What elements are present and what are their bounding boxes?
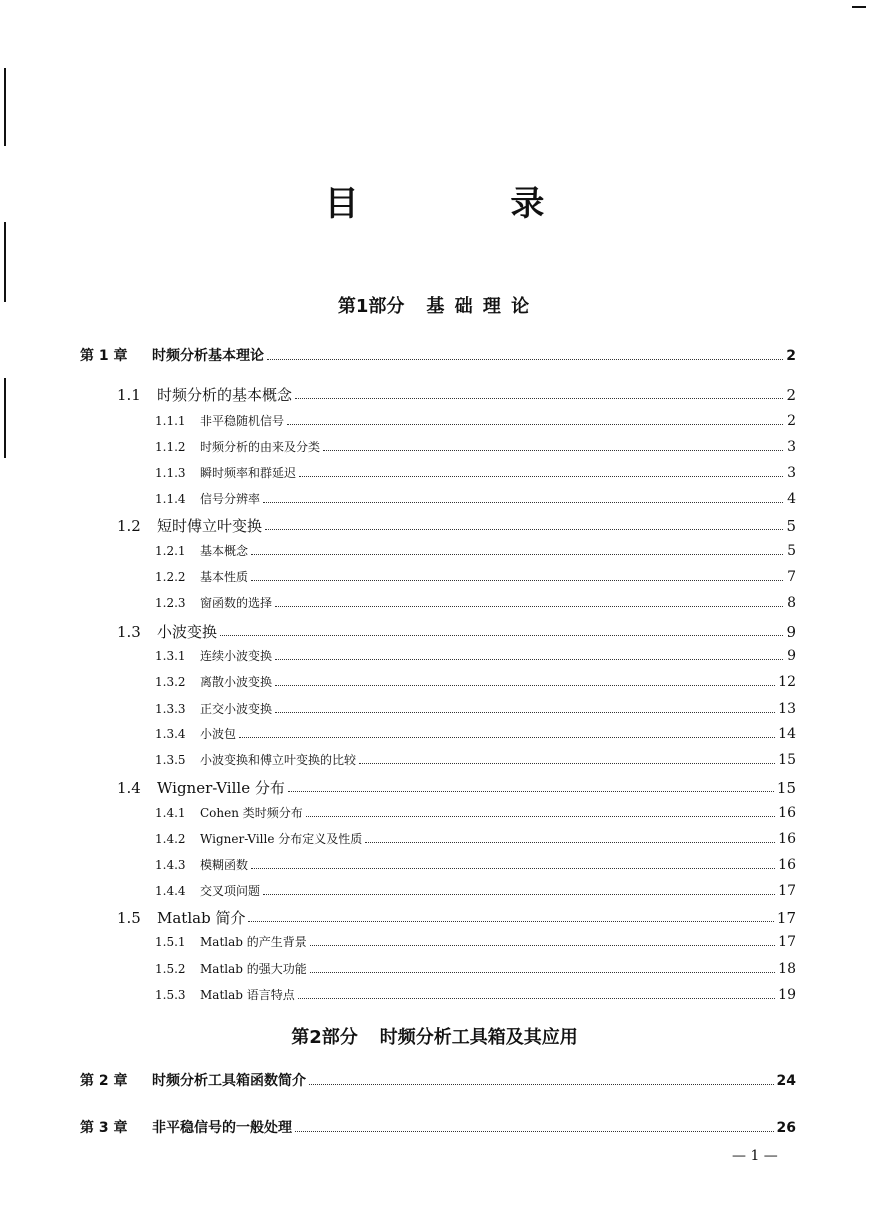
toc-title: 非平稳信号的一般处理 xyxy=(152,1120,292,1136)
scan-edge-mark xyxy=(852,6,866,8)
toc-title: 交叉项问题 xyxy=(200,884,261,898)
toc-page-number: 5 xyxy=(787,543,796,559)
toc-title: 小波包 xyxy=(200,727,237,741)
toc-leader-dots xyxy=(275,659,783,660)
toc-page-number: 5 xyxy=(786,517,796,535)
toc-number: 1.2.3 xyxy=(155,596,186,610)
toc-title: Matlab 简介 xyxy=(157,909,246,927)
toc-entry-sub xyxy=(155,542,796,559)
toc-page-number: 4 xyxy=(787,491,796,507)
toc-entry-sub xyxy=(155,933,796,950)
toc-number: 1.5.1 xyxy=(155,935,186,949)
toc-page-number: 13 xyxy=(778,701,796,717)
toc-entry-sub xyxy=(155,804,796,821)
toc-number: 1.5 xyxy=(117,909,141,927)
toc-entry-chapter xyxy=(80,1117,796,1137)
toc-number: 1.2 xyxy=(117,517,141,535)
page-title: 目 录 xyxy=(324,184,615,224)
toc-leader-dots xyxy=(263,502,783,503)
toc-leader-dots xyxy=(298,998,775,999)
toc-title: Matlab 语言特点 xyxy=(200,988,295,1002)
toc-page-number: 18 xyxy=(778,961,796,977)
toc-title: Wigner-Ville 分布定义及性质 xyxy=(200,832,363,846)
toc-title: 连续小波变换 xyxy=(200,649,273,663)
toc-page-number: 2 xyxy=(787,413,796,429)
toc-number: 1.3.2 xyxy=(155,675,186,689)
toc-page-number: 16 xyxy=(778,857,796,873)
toc-number: 1.4.4 xyxy=(155,884,186,898)
toc-title: 窗函数的选择 xyxy=(200,596,273,610)
toc-entry-sub xyxy=(155,568,796,585)
toc-leader-dots xyxy=(248,921,773,922)
part-name: 时频分析工具箱及其应用 xyxy=(379,1027,578,1048)
toc-page-number: 24 xyxy=(776,1073,796,1089)
toc-page-number: 16 xyxy=(778,831,796,847)
toc-page-number: 9 xyxy=(787,648,796,664)
toc-leader-dots xyxy=(275,606,783,607)
toc-page-number: 3 xyxy=(787,465,796,481)
toc-title: Wigner-Ville 分布 xyxy=(157,779,285,797)
toc-page-number: 16 xyxy=(778,805,796,821)
toc-number: 第 2 章 xyxy=(80,1073,128,1089)
toc-leader-dots xyxy=(310,972,775,973)
toc-entry-sub xyxy=(155,464,796,481)
toc-number: 1.4.2 xyxy=(155,832,186,846)
toc-page-number: 19 xyxy=(778,987,796,1003)
toc-page-number: 9 xyxy=(786,623,796,641)
toc-number: 1.5.2 xyxy=(155,962,186,976)
toc-title: 时频分析工具箱函数简介 xyxy=(152,1073,306,1089)
toc-entry-sub xyxy=(155,856,796,873)
toc-leader-dots xyxy=(251,554,783,555)
toc-leader-dots xyxy=(287,424,783,425)
page-number: — 1 — xyxy=(732,1148,778,1164)
toc-title: 模糊函数 xyxy=(200,858,249,872)
toc-leader-dots xyxy=(295,1131,774,1132)
toc-entry-sub xyxy=(155,986,796,1003)
toc-title: 离散小波变换 xyxy=(200,675,273,689)
toc-entry-section xyxy=(117,384,796,405)
toc-number: 1.1.2 xyxy=(155,440,186,454)
toc-number: 1.2.1 xyxy=(155,544,186,558)
toc-title: 时频分析的基本概念 xyxy=(157,386,293,404)
toc-number: 1.1.4 xyxy=(155,492,186,506)
toc-title: Matlab 的强大功能 xyxy=(200,962,307,976)
toc-page-number: 3 xyxy=(787,439,796,455)
toc-page-number: 7 xyxy=(787,569,796,585)
toc-number: 1.5.3 xyxy=(155,988,186,1002)
toc-entry-sub xyxy=(155,438,796,455)
toc-title: 信号分辨率 xyxy=(200,492,261,506)
toc-entry-chapter xyxy=(80,345,796,365)
toc-leader-dots xyxy=(359,763,775,764)
toc-entry-section xyxy=(117,777,796,798)
toc-entry-sub xyxy=(155,594,796,611)
toc-entry-chapter xyxy=(80,1070,796,1090)
toc-leader-dots xyxy=(239,737,775,738)
toc-leader-dots xyxy=(288,791,774,792)
toc-title: 非平稳随机信号 xyxy=(200,414,285,428)
toc-number: 1.1.3 xyxy=(155,466,186,480)
toc-title: 时频分析基本理论 xyxy=(152,348,264,364)
toc-page-number: 8 xyxy=(787,595,796,611)
toc-number: 1.2.2 xyxy=(155,570,186,584)
scan-edge-mark xyxy=(4,68,6,146)
part-label: 第2部分 xyxy=(291,1027,358,1048)
toc-title: Matlab 的产生背景 xyxy=(200,935,307,949)
toc-entry-sub xyxy=(155,647,796,664)
toc-page-number: 17 xyxy=(778,883,796,899)
toc-number: 1.3.1 xyxy=(155,649,186,663)
toc-leader-dots xyxy=(263,894,775,895)
scan-edge-mark xyxy=(4,222,6,302)
toc-leader-dots xyxy=(295,398,783,399)
toc-leader-dots xyxy=(275,712,775,713)
toc-number: 第 3 章 xyxy=(80,1120,128,1136)
toc-number: 第 1 章 xyxy=(80,348,128,364)
toc-page-number: 12 xyxy=(778,674,796,690)
part-heading xyxy=(0,1023,869,1049)
toc-title: 基本概念 xyxy=(200,544,249,558)
toc-leader-dots xyxy=(323,450,783,451)
toc-number: 1.3.5 xyxy=(155,753,186,767)
toc-page-number: 15 xyxy=(778,752,796,768)
toc-title: 小波变换 xyxy=(157,623,218,641)
toc-number: 1.1.1 xyxy=(155,414,186,428)
toc-entry-section xyxy=(117,907,796,928)
toc-page-number: 14 xyxy=(778,726,796,742)
toc-number: 1.4.1 xyxy=(155,806,186,820)
toc-leader-dots xyxy=(365,842,775,843)
toc-leader-dots xyxy=(309,1084,774,1085)
toc-title: 时频分析的由来及分类 xyxy=(200,440,321,454)
toc-number: 1.3.4 xyxy=(155,727,186,741)
toc-entry-section xyxy=(117,515,796,536)
toc-number: 1.1 xyxy=(117,386,141,404)
scan-edge-mark xyxy=(4,378,6,458)
toc-title: 短时傅立叶变换 xyxy=(157,517,263,535)
toc-page-number: 2 xyxy=(786,348,796,364)
toc-entry-sub xyxy=(155,490,796,507)
toc-leader-dots xyxy=(251,580,783,581)
toc-leader-dots xyxy=(220,635,783,636)
toc-page-number: 2 xyxy=(786,386,796,404)
toc-entry-sub xyxy=(155,673,796,690)
toc-number: 1.3.3 xyxy=(155,702,186,716)
toc-number: 1.4.3 xyxy=(155,858,186,872)
toc-leader-dots xyxy=(299,476,783,477)
part-name: 基 础 理 论 xyxy=(426,296,532,317)
toc-title: 基本性质 xyxy=(200,570,249,584)
toc-entry-sub xyxy=(155,882,796,899)
toc-leader-dots xyxy=(265,529,783,530)
toc-page-number: 15 xyxy=(776,779,796,797)
toc-page-number: 17 xyxy=(778,934,796,950)
toc-leader-dots xyxy=(310,945,775,946)
toc-title: Cohen 类时频分布 xyxy=(200,806,303,820)
toc-page-number: 17 xyxy=(776,909,796,927)
part-label: 第1部分 xyxy=(337,296,405,317)
toc-leader-dots xyxy=(306,816,775,817)
toc-entry-section xyxy=(117,621,796,642)
toc-entry-sub xyxy=(155,700,796,717)
toc-leader-dots xyxy=(275,685,775,686)
toc-title: 正交小波变换 xyxy=(200,702,273,716)
toc-page-number: 26 xyxy=(776,1120,796,1136)
toc-number: 1.4 xyxy=(117,779,141,797)
toc-entry-sub xyxy=(155,751,796,768)
toc-leader-dots xyxy=(267,359,783,360)
toc-number: 1.3 xyxy=(117,623,141,641)
toc-title: 瞬时频率和群延迟 xyxy=(200,466,297,480)
toc-leader-dots xyxy=(251,868,775,869)
toc-title: 小波变换和傅立叶变换的比较 xyxy=(200,753,357,767)
part-heading xyxy=(0,292,869,318)
toc-entry-sub xyxy=(155,830,796,847)
toc-entry-sub xyxy=(155,412,796,429)
toc-entry-sub xyxy=(155,725,796,742)
toc-entry-sub xyxy=(155,960,796,977)
